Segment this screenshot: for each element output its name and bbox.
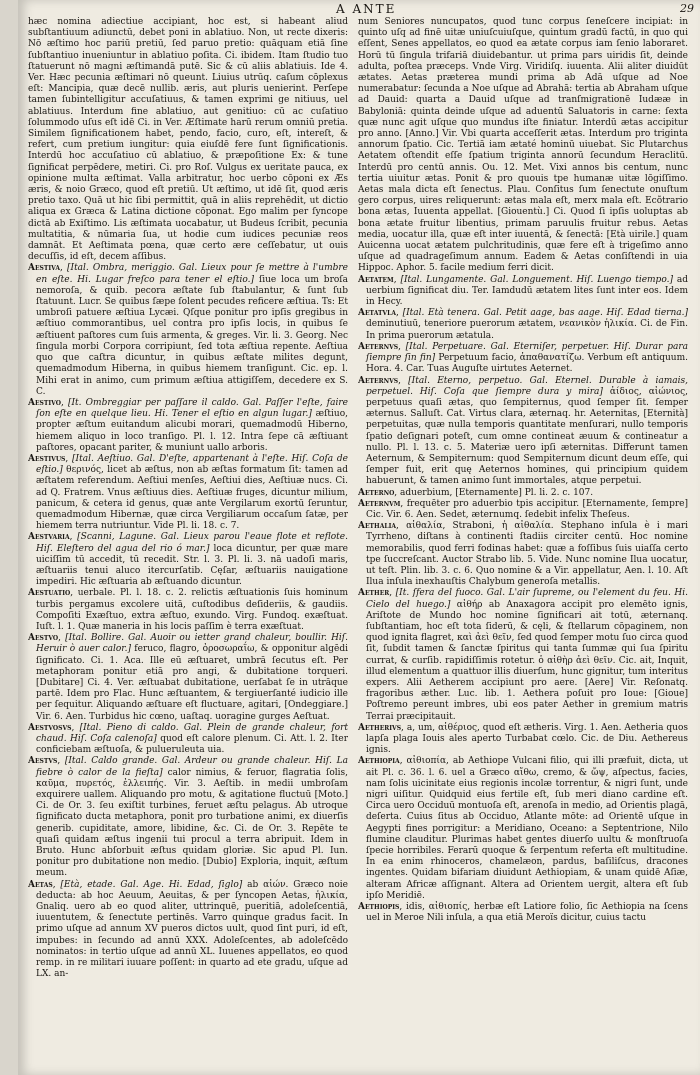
entry-headword: Aeterno	[358, 487, 395, 498]
dictionary-entry: Aetas, [Età, etade. Gal. Age. Hi. Edad, ſiglo] ab αἰών. Græco noie deducta: ab hoc Aeuum, Aeuitas, & per ſyncopen Aetas, ἡλικία, Gnaliq. uero ab eo quod aliter, uttrinquē, pueritiā, adoleſcentiā, iuuentutem, & ſenectute pertinēs. Varro quinque gradus facit. In primo uſque ad annum XV pueros dictos uult, quod ſint puri, id eſt, impubes: in ſecundo ad annū XXX. Adoleſcentes, ab adoleſcēdo nominatos: in tertio uſque ad annū XL. Iuuenes appellatos, eo quod remp. in re militari iuuare poſſent: in quarto ad ete gradu, uſque ad LX. an-	[28, 879, 348, 980]
entry-vernacular-gloss: [Ital. Eterno, perpetuo. Gal. Eternel. Durable à iamais, perpetuel. Hiſ. Coſa que ſiempre dura y mira]	[366, 375, 688, 397]
entry-text: ſiue loca um broſa nemoroſa, & quib. pecora æſtate ſub ſtabulantur, & ſunt ſub ſtatuunt. Lucr. Se quibus ſæpe ſolent pecudes reficere æſtiua. Ts: Et umbroſi patuere æſtiua Lycæi. Qſque ponitur pro ipſis gregibus in æſtiuo commorantibus, uel contra pro ipſis locis, in quibus ſe æſtiuent paſtores cum ſuis armenta, & greges. Vir. li. 3. Georg. Nec ſingula morbi Corpora corripiunt, ſed tota æſtiua repente. Aeſtiua quo que caſtra dicuntur, in quibus æſtate milites degunt, quemadmodum Hiberna, in quibus hiemem tranſigunt. Cic. ep. l. Mihi erat in animo, cum primum æſtiua attigiſſem, decedere ex S. C.	[36, 274, 348, 397]
entry-text: a, um, αἰθέριος, quod eſt ætheris. Virg. 1. Aen. Aetheria quos lapſa plaga Iouis ales aperto Turbabat cœlo. Cic. de Diu. Aethereus ignis.	[366, 722, 688, 756]
entry-headword: Aestvs	[28, 756, 58, 767]
entry-headword: Aethalia	[358, 521, 397, 532]
entry-vernacular-gloss: [Ital. Età tenera. Gal. Petit aage, bas aage. Hiſ. Edad tierna.]	[402, 308, 688, 319]
entry-vernacular-gloss: [Età, etade. Gal. Age. Hi. Edad, ſiglo]	[60, 879, 243, 890]
dictionary-entry: Aeternvs, [Ital. Perpetuare. Gal. Eterniſer, perpetuer. Hiſ. Durar para ſiempre ſin fin] Perpetuum facio, ἀπαθανατίζω. Verbum eſt antiquum. Hora. 4. Car. Tuas Auguſte uirtutes Aeternet.	[358, 341, 688, 375]
entry-vernacular-gloss: [Ital. Lungamente. Gal. Longuement. Hiſ. Luengo tiempo.]	[400, 274, 673, 285]
entry-text: Perpetuum facio, ἀπαθανατίζω. Verbum eſt antiquum. Hora. 4. Car. Tuas Auguſte uirtutes Aeternet.	[366, 353, 688, 375]
entry-text: uerbale. Pl. l. 18. c. 2. relictis æſtuationis ſuis hominum turbis pergamus excolere uitā, cuſtodibus deſideriis, & gaudiis. Compoſiti Exæſtuo, extra æſtuo, exundo. Virg. Fundoq. exæſtuat. Iuſt. l. 1. Quæ maneria in his locis paſſim è terra exæſtuat.	[36, 588, 348, 632]
entry-vernacular-gloss: [Scanni, Lagune. Gal. Lieux parou l'eaue flote et reflote. Hiſ. Eleſtero del agua del rio ó mar.]	[36, 532, 348, 554]
dictionary-entry: Aeternvs, [Ital. Eterno, perpetuo. Gal. Eternel. Durable à iamais, perpetuel. Hiſ. Coſa que ſiempre dura y mira] ἀίδιος, αἰώνιος, perpetuus quaſi ætas, quo ſempiternus, quod ſemper ſit. ſemper æternus. Salluſt. Cat. Virtus clara, æternaq. hr. Aeternitas, [Eternità] perpetuitas, quæ nulla temporis quantitate menſurari, nullo temporis ſpatio deſignari poteſt, cum omne contineat æuum & contineatur a nullo. Pl. l. 13. c. 5. Materiæ uero ipſi æternitas. Differunt tamen Aeternum, & Sempiternum: quod Sempiternum dicunt deum eſſe, qui ſemper fuit, erit quę Aeternos homines, qui principium quidem habuerunt, & tamen animo ſunt immortales, atque perpetui.	[358, 375, 688, 487]
continued-text	[28, 17, 348, 263]
dictionary-entry: Aestivo, [It. Ombreggiar per paſſare il caldo. Gal. Paſſer l'eſte, faire ſon eſte en quelque lieu. Hi. Tener el eſtio en algun lugar.] æſtiuo, propter æſtum euitandum alicubi morari, quemadmodū Hiberno, hiemem aliquo in loco tranſigo. Pl. l. 12. Intra ſepe cā æſtiuant paſtores, opacant pariter, & muniunt uallo arboris.	[28, 397, 348, 453]
entry-text: ab αἰών. Græco noie deducta: ab hoc Aeuum, Aeuitas, & per ſyncopen Aetas, ἡλικία, Gnaliq. uero ab eo quod aliter, uttrinquē, pueritiā, adoleſcentiā, iuuentutem, & ſenectute pertinēs. Varro quinque gradus facit. In primo uſque ad annum XV pueros dictos uult, quod ſint puri, id eſt, impubes: in ſecundo ad annū XXX. Adoleſcentes, ab adoleſcēdo nominatos: in tertio uſque ad annū XL. Iuuenes appellatos, eo quod remp. in re militari iuuare poſſent: in quarto ad ete gradu, uſque ad LX. an-	[36, 879, 348, 980]
entry-text: hæc nomina adiectiue accipiant, hoc est, si habeant aliud subſtantiuum adiunctū, debet poni in ablatiuo. Non, ut recte dixeris: Nō æſtimo hoc pariū pretiū, ſed paruo pretio: quāquam etiā ſine ſubſtantiuo inueniuntur in ablatiuo poſita. Ci. ibidem. Itam ſtudio tuo ſtatuerunt nō magni æſtimandā putē. Sic & cū aliis ablatiuis. Ide 4. Ver. Hæc pecunia æſtimari nō queunt. Liuius utrūq. caſum cōplexus eſt: Mancipia, quæ decē nullib. æris, aut pluris uenierint. Perſepe tamen ſubintelligitur accuſatiuus, & tamen exprimi ge nitiuus, uel ablatiuus. Interdum fine ablatiuo, aut genitiuo: cū ac cuſatiuo ſolummodo uſus eſt idē Ci. in Ver. Æſtimate harū rerum omniū pretia. Similem ſignificationem habet, pendo, facio, curo, eſt, intereſt, & refert, cum pretium iungitur: quia eiuſdē fere ſunt ſignificationis. Interdū hoc accuſatiuo cū ablatiuo, & præpoſitione Ex: & tune ſignificat perpēdere, metiri. Ci. pro Roſ. Vulgus ex ueritate pauca, ex opinione multa æſtimat. Valla arbitratur, hoc uerbo cōponi ex Æs æris, & noio Græco, quod eſt pretiū. Ut æſtimo, ut idē ſit, quod æris pretio taxo. Quā ut hic ſibi permittit, quā in aliis reprehēdit, ut dictio aliqua ex Græca & Latina dictione cōponat. Ego malim per ſyncope dictā ab Exiſtimo. Lis æſtimata uocabatur, ut Budeus ſcribit, pecunia multatitia, & nūmaria ſua, ut hodie cum iudices pecuniæ reos damnāt. Et Aeſtimata pœna, quæ certo ære ceſſebatur, ut ouis decuſſis, id eſt, decem aſſibus.	[28, 17, 348, 263]
entry-text: αἰθήρ ab Anaxagora accipit pro elemēto ignis, Ariſtote de Mundo hoc nomine ſignificari ait totū, æternanq. ſubſtantiam, hoc eſt tota ſiderū, & cęli, & ſtellarum cōpaginem, non quod ignita flagret, καὶ ἀεὶ θεῖν, ſed quod ſemper motu ſuo circa quod ſit, ſubdit tamen & ſanctæ ſpiritus qui tanta ſummæ qui ſua ſpiritu currat, & curſib. rapidiſſimis rotetur. ὁ αἰθὴρ ἀεὶ θεῖν. Cic. ait, Inquit, illud elementum a quattuor illis diuerſum, hunc gignitur, tum interitus expers. Alii Aetherem accipiunt pro aere. [Aere] Vir. Reſonatq. fragoribus æther. Luc. lib. 1. Aethera poſuit pro Ioue: [Gioue] Poſtremo pereunt imbres, ubi eos pater Aether in gremium matris Terrai præcipitauit.	[366, 599, 688, 722]
entry-headword: Aestuatio	[28, 588, 71, 599]
entry-headword: Aeternvm	[358, 498, 401, 509]
dictionary-entry: Aestvs, [Ital. Caldo grande. Gal. Ardeur ou grande chaleur. Hiſ. La fiebre ò calor de la fieſta] calor nimius, & feruor, flagratia ſolis, καῦμα, πυρετός, ἐλλειπής. Vir. 3. Aeſtib. in medii umbroſam exquirere uallem. Aliquando pro motu, & agitatione fluctuū [Moto.] Ci. de Or. 3. ſeu exiſtit turbines, feruet æſtu pelagus. Ab utroque ſignificato ducta metaphora, ponit pro turbatione animi, ex diuerſis generib. cupiditate, amore, libidine, &c. Ci. de Or. 3. Repēte te quaſi quidam æſtus ingenii tui procul a terra abripuit. Idem in Bruto. Hunc abſorbuit æſtus quidam gloriæ. Sic apud Pl. Iun. ponitur pro dubitatione non medio. [Dubio] Exploria, inquit, æſtum meum.	[28, 756, 348, 879]
entry-text: loca dicuntur, per quæ mare uiciſſim tū accedit, tū recedit. Str. l. 3. Pl. li. 3. nā uadoſi maris, æſtuariis tenui aluco itercurſatib. Cęſar, æſtuariis nauigatione impediri. Hic æſtuaria ab æſtuando dicuntur.	[36, 543, 348, 588]
dictionary-entry: Aestuatio, uerbale. Pl. l. 18. c. 2. relictis æſtuationis ſuis hominum turbis pergamus excolere uitā, cuſtodibus deſideriis, & gaudiis. Compoſiti Exæſtuo, extra æſtuo, exundo. Virg. Fundoq. exæſtuat. Iuſt. l. 1. Quæ maneria in his locis paſſim è terra exæſtuat.	[28, 588, 348, 632]
continued-text	[358, 17, 688, 275]
dictionary-entry: Aestvo, [Ital. Bollire. Gal. Auoir ou ietter grand chaleur, boullir. Hiſ. Heruir ò auer calor.] feruco, flagro, ὀροσωραΐω, & opponitur algēdi ſignificato. Ci. 1. Aca. Ille eū æſtuaret, umbrā ſecutus eſt. Per metaphoram ponitur etiā pro angi, & dubitatione torqueri. [Dubitare] Ci. 4. Ver. æſtuabat dubitatione, uerſabat ſe in utrāque partē. Idem pro Flac. Hunc æſtuantem, & tergiuerſanté iudicio ille per ſequitur. Aliquando æſtuare eſt fluctuare, agitari, [Ondeggiare.] Vir. 6. Aen. Turbidus hic cœno, uaſtaq. uoragine gurges Aeſtuat.	[28, 633, 348, 722]
entry-headword: Aestvo	[28, 633, 59, 644]
entry-vernacular-gloss: [Ital. Caldo grande. Gal. Ardeur ou grande chaleur. Hiſ. La fiebre ò calor de la fieſta]	[36, 756, 348, 778]
entry-headword: Aestvaria	[28, 532, 70, 543]
running-title: A ANTE	[336, 2, 397, 16]
entry-headword: Aether	[358, 588, 390, 599]
entry-headword: Aetherivs	[358, 722, 402, 733]
entry-vernacular-gloss: [Ital. Pieno di caldo. Gal. Plein de grande chaleur, fort chaud. Hiſ. Coſa calenoſa]	[36, 722, 348, 744]
entry-text: αἰθιοπία, ab Aethiope Vulcani filio, qui illi præfuit, dicta, ut ait Pl. c. 36. l. 6. uel a Græco αἴθω, cremo, & ὤψ, aſpectus, facies, nam ſolis uicinitate eius regionis incolæ torrentur, & nigri ſunt, unde nigri uiſitur. Quidquid eius fertile eſt, ſub meri diano cardine eſt. Circa uero Occiduū montuoſa eſt, arenoſa in medio, ad Orientis plagā, deſerta. Cuius ſitus ab Occiduo, Atlante mōte: ad Orientē uſque in Aegypti fines porrigitur: a Meridiano, Oceano: a Septentrione, Nilo flumine clauditur. Plurimas habet gentes diuerſo uultu & monſtruoſa ſpecie horribiles. Ferarū quoque & ſerpentum referta eſt multitudine. In ea enim rhinoceros, chamelæon, pardus, baſiliſcus, dracones ingentes. Quidam bifariam diuidunt Aethiopiam, & unam quidē Aſiæ, alteram Africæ aſſignant. Altera ad Orientem uergit, altera eſt ſub ipſo Meridiē.	[366, 756, 688, 901]
entry-headword: Aestivus	[28, 453, 66, 464]
entry-headword: Aeternvs	[358, 375, 399, 386]
entry-vernacular-gloss: [Ital. Bollire. Gal. Auoir ou ietter grand chaleur, boullir. Hiſ. Heruir ò auer calor.]	[36, 633, 348, 655]
entry-text: frequēter pro aduerbio tpis accipitur. [Eternamente, ſempre] Cic. Vir. 6. Aen. Sedet, æternumq. ſedebit infelix Theſeus.	[366, 498, 688, 520]
running-header	[18, 2, 700, 16]
dictionary-entry: Aestvosvs, [Ital. Pieno di caldo. Gal. Plein de grande chaleur, fort chaud. Hiſ. Coſa calenoſa] quod eſt calore plenum. Ci. Att. l. 2. Iter conficiebam æſtuoſa, & pulueruleuta uia.	[28, 722, 348, 756]
dictionary-entry: Aetherivs, a, um, αἰθέριος, quod eſt ætheris. Virg. 1. Aen. Aetheria quos lapſa plaga Iouis ales aperto Turbabat cœlo. Cic. de Diu. Aethereus ignis.	[358, 722, 688, 756]
entry-text: quod eſt calore plenum. Ci. Att. l. 2. Iter conficiebam æſtuoſa, & pulueruleuta uia.	[36, 734, 348, 756]
entry-vernacular-gloss: [It. Ombreggiar per paſſare il caldo. Gal. Paſſer l'eſte, faire ſon eſte en quelque lieu. Hi. Tener el eſtio en algun lugar.]	[36, 397, 348, 420]
dictionary-entry: Aestiva, [Ital. Ombra, meriggio. Gal. Lieux pour ſe mettre à l'umbre en eſte. Hi. Lugar freſco para tener el eſtio.] ſiue loca um broſa nemoroſa, & quib. pecora æſtate ſub ſtabulantur, & ſunt ſub ſtatuunt. Lucr. Se quibus ſæpe ſolent pecudes reficere æſtiua. Ts: Et umbroſi patuere æſtiua Lycæi. Qſque ponitur pro ipſis gregibus in æſtiuo commorantibus, uel contra pro ipſis locis, in quibus ſe æſtiuent paſtores cum ſuis armenta, & greges. Vir. li. 3. Georg. Nec ſingula morbi Corpora corripiunt, ſed tota æſtiua repente. Aeſtiua quo que caſtra dicuntur, in quibus æſtate milites degunt, quemadmodum Hiberna, in quibus hiemem tranſigunt. Cic. ep. l. Mihi erat in animo, cum primum æſtiua attigiſſem, decedere ex S. C.	[28, 263, 348, 397]
entry-text: deminutiuū, teneriore puerorum ætatem, νεανικὸν ἡλικία. Ci. de Fin. In prima puerorum ætatula.	[366, 319, 688, 341]
entry-headword: Aeternvs	[358, 341, 399, 352]
dictionary-entry: Aeterno, aduerbium, [Eternamente] Pl. li. 2. c. 107.	[358, 487, 594, 498]
entry-text: ἀίδιος, αἰώνιος, perpetuus quaſi ætas, quo ſempiternus, quod ſemper ſit. ſemper æternus. Salluſt. Cat. Virtus clara, æternaq. hr. Aeternitas, [Eternità] perpetuitas, quæ nulla temporis quantitate menſurari, nullo temporis ſpatio deſignari poteſt, cum omne contineat æuum & contineatur a nullo. Pl. l. 13. c. 5. Materiæ uero ipſi æternitas. Differunt tamen Aeternum, & Sempiternum: quod Sempiternum dicunt deum eſſe, qui ſemper fuit, erit quę Aeternos homines, qui principium quidem habuerunt, & tamen animo ſunt immortales, atque perpetui.	[366, 386, 688, 487]
page-number: 29	[680, 2, 694, 15]
entry-text: ad uerbium ſignificat diu. Ter. Iamdudū ætatem lites ſunt inter eos. Idem in Hecy.	[366, 274, 688, 308]
entry-text: θερινός, licet ab æſtus, non ab æſtas formatum ſit: tamen ad æſtatem referendum. Aeſtiui menſes, Aeſtiui dies, Aeſtiuæ nucs. Ci. ad Q. Fratrem. Vnus æſtiuus dies. Aeſtiuæ fruges, dicuntur milium, panicum, & cetera id genus, quæ ante Vergilarum exortū ſeruntur, quemadmodum Hibernæ, quæ circa Vergiliarum occaſum ſatæ, per hiemem terra nutriuntur. Vide Pl. li. 18. c. 7.	[36, 465, 348, 532]
entry-vernacular-gloss: [It. ſfera del fuoco. Gal. L'air ſupreme, ou l'element du feu. Hi. Cielo del huego.]	[366, 588, 688, 610]
dictionary-entry: Aeternvm, frequēter pro aduerbio tpis accipitur. [Eternamente, ſempre] Cic. Vir. 6. Aen. Sedet, æternumq. ſedebit infelix Theſeus.	[358, 498, 688, 520]
entry-text: αἰθαλία, Straboni, ἡ αἰθαλία. Stephano inſula è i mari Tyrrheno, diſtans à continenti ſtadiis circiter centū. Hoc nomine memorabilis, quod ferri fodinas habet: quæ a foſſibus ſuis uiaſſa certo tpe ſuccreſcant. Auctor Strabo lib. 5. Vide. Nunc nomine Ilua uocatur, ut teſt. Plin. lib. 3. c. 6. Quo nomine & a Vir. appellatur, Aen. l. 10. Aſt Ilua inſula inexhauſtis Chalybum generoſa metallis.	[366, 521, 688, 588]
entry-headword: Aethiopis	[358, 902, 400, 913]
entry-text: æſtiuo, propter æſtum euitandum alicubi morari, quemadmodū Hiberno, hiemem aliquo in loco tranſigo. Pl. l. 12. Intra ſepe cā æſtiuant paſtores, opacant pariter, & muniunt uallo arboris.	[36, 409, 348, 453]
dictionary-entry: Aestivus, [Ital. Aeſtiuo. Gal. D'eſte, appartenant à l'eſte. Hiſ. Coſa de eſtio.] θερινός, licet ab æſtus, non ab æſtas formatum ſit: tamen ad æſtatem referendum. Aeſtiui menſes, Aeſtiui dies, Aeſtiuæ nucs. Ci. ad Q. Fratrem. Vnus æſtiuus dies. Aeſtiuæ fruges, dicuntur milium, panicum, & cetera id genus, quæ ante Vergilarum exortū ſeruntur, quemadmodum Hibernæ, quæ circa Vergiliarum occaſum ſatæ, per hiemem terra nutriuntur. Vide Pl. li. 18. c. 7.	[28, 453, 348, 532]
entry-headword: Aetatem	[358, 274, 394, 285]
entry-headword: Aetas	[28, 879, 53, 890]
book-page	[18, 0, 700, 1075]
right-column	[358, 17, 688, 1067]
dictionary-entry: Aether, [It. ſfera del fuoco. Gal. L'air ſupreme, ou l'element du feu. Hi. Cielo del huego.] αἰθήρ ab Anaxagora accipit pro elemēto ignis, Ariſtote de Mundo hoc nomine ſignificari ait totū, æternanq. ſubſtantiam, hoc eſt tota ſiderū, & cęli, & ſtellarum cōpaginem, non quod ignita flagret, καὶ ἀεὶ θεῖν, ſed quod ſemper motu ſuo circa quod ſit, ſubdit tamen & ſanctæ ſpiritus qui tanta ſummæ qui ſua ſpiritu currat, & curſib. rapidiſſimis rotetur. ὁ αἰθὴρ ἀεὶ θεῖν. Cic. ait, Inquit, illud elementum a quattuor illis diuerſum, hunc gignitur, tum interitus expers. Alii Aetherem accipiunt pro aere. [Aere] Vir. Reſonatq. fragoribus æther. Luc. lib. 1. Aethera poſuit pro Ioue: [Gioue] Poſtremo pereunt imbres, ubi eos pater Aether in gremium matris Terrai præcipitauit.	[358, 588, 688, 722]
entry-headword: Aetatvla	[358, 308, 397, 319]
dictionary-entry: Aethiopis, idis, αἰθιοπίς, herbæ eſt Latiore folio, ſic Aethiopia na ſcens uel in Meroe Nili inſula, a qua etiā Meroïs dicitur, cuius tactu	[358, 902, 688, 924]
entry-headword: Aestvosvs	[28, 722, 72, 733]
dictionary-entry: Aetatem, [Ital. Lungamente. Gal. Longuement. Hiſ. Luengo tiempo.] ad uerbium ſignificat diu. Ter. Iamdudū ætatem lites ſunt inter eos. Idem in Hecy.	[358, 274, 688, 308]
entry-text: aduerbium, [Eternamente] Pl. li. 2. c. 107.	[400, 487, 594, 498]
entry-text: feruco, flagro, ὀροσωραΐω, & opponitur algēdi ſignificato. Ci. 1. Aca. Ille eū æſtuaret, umbrā ſecutus eſt. Per metaphoram ponitur etiā pro angi, & dubitatione torqueri. [Dubitare] Ci. 4. Ver. æſtuabat dubitatione, uerſabat ſe in utrāque partē. Idem pro Flac. Hunc æſtuantem, & tergiuerſanté iudicio ille per ſequitur. Aliquando æſtuare eſt fluctuare, agitari, [Ondeggiare.] Vir. 6. Aen. Turbidus hic cœno, uaſtaq. uoragine gurges Aeſtuat.	[36, 644, 348, 722]
dictionary-entry: Aestvaria, [Scanni, Lagune. Gal. Lieux parou l'eaue flote et reflote. Hiſ. Eleſtero del agua del rio ó mar.] loca dicuntur, per quæ mare uiciſſim tū accedit, tū recedit. Str. l. 3. Pl. li. 3. nā uadoſi maris, æſtuariis tenui aluco itercurſatib. Cęſar, æſtuariis nauigatione impediri. Hic æſtuaria ab æſtuando dicuntur.	[28, 532, 348, 588]
entry-vernacular-gloss: [Ital. Ombra, meriggio. Gal. Lieux pour ſe mettre à l'umbre en eſte. Hi. Lugar freſco para tener el eſtio.]	[36, 263, 348, 285]
entry-headword: Aestiva	[28, 263, 61, 274]
dictionary-entry: Aetatvla, [Ital. Età tenera. Gal. Petit aage, bas aage. Hiſ. Edad tierna.] deminutiuū, teneriore puerorum ætatem, νεανικὸν ἡλικία. Ci. de Fin. In prima puerorum ætatula.	[358, 308, 688, 341]
entry-headword: Aestivo	[28, 397, 61, 408]
dictionary-entry: Aethiopia, αἰθιοπία, ab Aethiope Vulcani filio, qui illi præfuit, dicta, ut ait Pl. c. 36. l. 6. uel a Græco αἴθω, cremo, & ὤψ, aſpectus, facies, nam ſolis uicinitate eius regionis incolæ torrentur, & nigri ſunt, unde nigri uiſitur. Quidquid eius fertile eſt, ſub meri diano cardine eſt. Circa uero Occiduū montuoſa eſt, arenoſa in medio, ad Orientis plagā, deſerta. Cuius ſitus ab Occiduo, Atlante mōte: ad Orientē uſque in Aegypti fines porrigitur: a Meridiano, Oceano: a Septentrione, Nilo flumine clauditur. Plurimas habet gentes diuerſo uultu & monſtruoſa ſpecie horribiles. Ferarū quoque & ſerpentum referta eſt multitudine. In ea enim rhinoceros, chamelæon, pardus, baſiliſcus, dracones ingentes. Quidam bifariam diuidunt Aethiopiam, & unam quidē Aſiæ, alteram Africæ aſſignant. Altera ad Orientem uergit, altera eſt ſub ipſo Meridiē.	[358, 756, 688, 901]
entry-text: calor nimius, & feruor, flagratia ſolis, καῦμα, πυρετός, ἐλλειπής. Vir. 3. Aeſtib. in medii umbroſam exquirere uallem. Aliquando pro motu, & agitatione fluctuū [Moto.] Ci. de Or. 3. ſeu exiſtit turbines, feruet æſtu pelagus. Ab utroque ſignificato ducta metaphora, ponit pro turbatione animi, ex diuerſis generib. cupiditate, amore, libidine, &c. Ci. de Or. 3. Repēte te quaſi quidam æſtus ingenii tui procul a terra abripuit. Idem in Bruto. Hunc abſorbuit æſtus quidam gloriæ. Sic apud Pl. Iun. ponitur pro dubitatione non medio. [Dubio] Exploria, inquit, æſtum meum.	[36, 767, 348, 879]
left-column	[28, 17, 348, 1067]
entry-vernacular-gloss: [Ital. Aeſtiuo. Gal. D'eſte, appartenant à l'eſte. Hiſ. Coſa de eſtio.]	[36, 453, 348, 476]
entry-headword: Aethiopia	[358, 756, 400, 767]
dictionary-entry: Aethalia, αἰθαλία, Straboni, ἡ αἰθαλία. Stephano inſula è i mari Tyrrheno, diſtans à continenti ſtadiis circiter centū. Hoc nomine memorabilis, quod ferri fodinas habet: quæ a foſſibus ſuis uiaſſa certo tpe ſuccreſcant. Auctor Strabo lib. 5. Vide. Nunc nomine Ilua uocatur, ut teſt. Plin. lib. 3. c. 6. Quo nomine & a Vir. appellatur, Aen. l. 10. Aſt Ilua inſula inexhauſtis Chalybum generoſa metallis.	[358, 521, 688, 588]
entry-vernacular-gloss: [Ital. Perpetuare. Gal. Eterniſer, perpetuer. Hiſ. Durar para ſiempre ſin fin]	[366, 341, 688, 364]
entry-text: num Seniores nuncupatos, quod tunc corpus ſeneſcere incipiat: in quinto uſq ad finē uitæ uniuſcuiuſque, quintum gradū factū, in quo qui eſſent, Senes appellatos, eo quod ea ætate corpus iam ſenio laboraret. Horū tū ſingula trifariā diuidebantur. ut prima pars uiridis ſit, deinde adulta, poſtea præceps. Vnde Virg. Viridiſq. iuuenta. Alii aliter diuidūt ætates. Aetas præterea mundi prima ab Adā uſque ad Noe numerabatur: ſecunda a Noe uſque ad Abrahā: tertia ab Abraham uſque ad Dauid: quarta a Dauid uſque ad tranſmigrationē Iudææ in Babyloniā: quinta deinde uſque ad aduentū Saluatoris in carne: ſexta quæ nunc agit uſque quo mundus iſte finiatur. Interdū ætas accipitur pro anno. [Anno.] Vir. Vbi quarta acceſſerit ætas. Interdum pro triginta annorum ſpatio. Cic. Tertiā iam ætaté hominū uiuebat. Sic Plutarchus Aetatem oſtendit eſſe ſpatium triginta annorū ſecundum Heraclitū. Interdū pro centū annis. Ou. 12. Met. Vixi annos bis centum, nunc tertia uiuitur ætas. Ponit & pro quouis tpe humanæ uitæ lōgiſſimo. Aetas mala dicta eſt ſenectus. Plau. Conſitus ſum ſenectute onuſtum gero corpus, uires reliquerunt: ætas mala eſt, merx mala eſt. Ecõtrario bona ætas, Iuuenta appellat. [Giouentù.] Ci. Quod ſi ipſis uoluptas ab bona ætate fruitur libentius, primam paruulis fruitur rebus. Aetas media, uocatur illa, quæ eſt inter iuuentā, & ſenectā: [Età uirile.] quam Auicenna uocat ætatem pulchritudinis, quæ fere eſt à trigeſimo anno uſque ad quadrageſimum annum. Eadem & Aetas conſiſtendi in uia Hippoc. Aphor. 5. facile medium ferri dicit.	[358, 17, 688, 274]
entry-text: idis, αἰθιοπίς, herbæ eſt Latiore folio, ſic Aethiopia na ſcens uel in Meroe Nili inſula, a qua etiā Meroïs dicitur, cuius tactu	[366, 902, 688, 924]
